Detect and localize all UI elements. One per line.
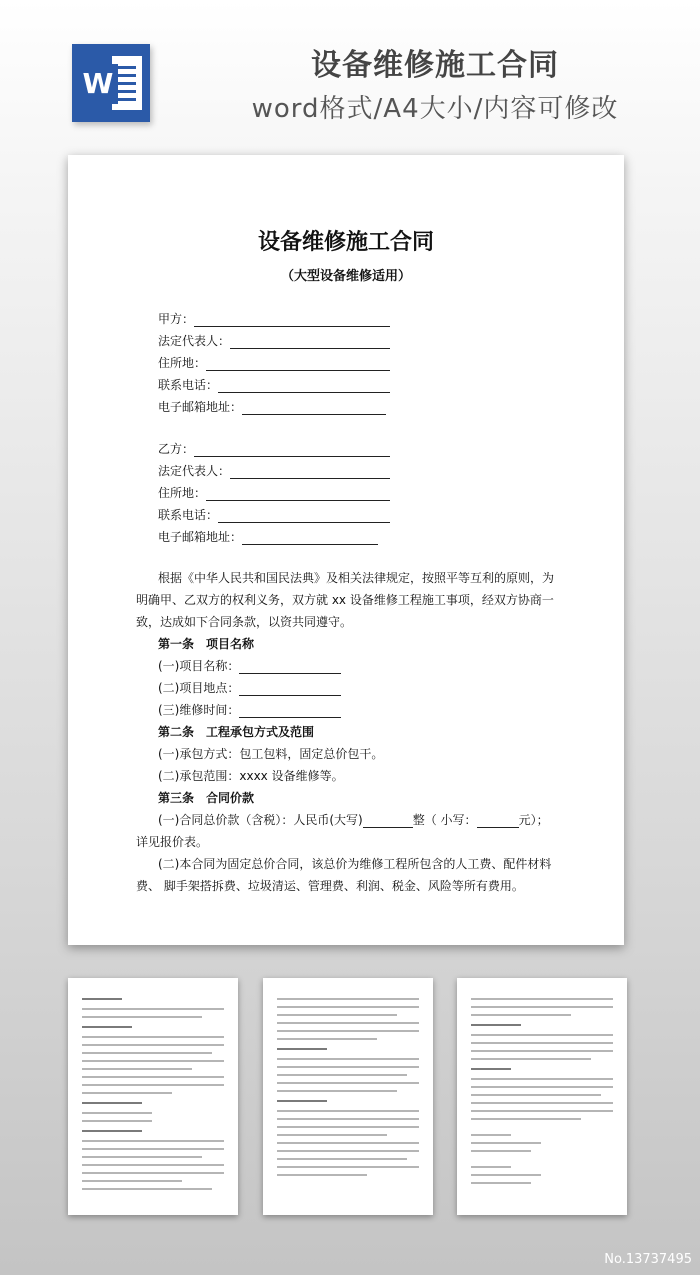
party-b-phone-row (158, 504, 390, 526)
header-title: 设备维修施工合同 (311, 48, 559, 83)
party-a-representative-row (158, 330, 390, 352)
document-page (68, 155, 624, 945)
party-b-name-row (158, 438, 390, 460)
page-thumbnail (68, 978, 238, 1215)
party-b-email-row (158, 526, 390, 548)
price-text: 元）； (518, 813, 549, 827)
party-a-name-row (158, 308, 390, 330)
article-1-item (136, 655, 556, 677)
article-3-heading: 第三条 合同价款 (158, 791, 255, 805)
party-a-phone-row (158, 374, 390, 396)
blank-line (239, 681, 341, 696)
article-3-clause-2: (二)本合同为固定总价合同，该总价为维修工程所包含的人工费、配件材料费、 脚手架搭拆费、垃圾清运、管理费、利润、税金、风险等所有费用。 (136, 857, 552, 893)
blank-line (218, 378, 390, 393)
field-label: 电子邮箱地址： (158, 530, 243, 544)
document-subtitle: （大型设备维修适用） (280, 269, 411, 284)
article-2-heading: 第二条 工程承包方式及范围 (158, 725, 315, 739)
blank-line (242, 530, 378, 545)
article-1-heading: 第一条 项目名称 (158, 637, 255, 651)
field-label: 电子邮箱地址： (158, 400, 243, 414)
blank-line (218, 508, 390, 523)
item-text: (二)项目地点： (158, 681, 240, 695)
blank-line (206, 356, 390, 371)
party-a-address-row (158, 352, 390, 374)
price-text: 整（ 小写： (412, 813, 477, 827)
field-label: 联系电话： (158, 508, 219, 522)
blank-line (194, 312, 390, 327)
document-title: 设备维修施工合同 (257, 230, 434, 255)
blank-line (239, 659, 341, 674)
article-3-price-note: 详见报价表。 (136, 835, 209, 849)
blank-line (206, 486, 390, 501)
blank-line (242, 400, 386, 415)
field-label: 住所地： (158, 486, 207, 500)
contract-body (136, 567, 556, 897)
word-document-icon (72, 44, 150, 122)
party-b-address-row (158, 482, 390, 504)
page-thumbnail (457, 978, 627, 1215)
field-label: 甲方： (158, 312, 195, 326)
article-1-item (136, 699, 556, 721)
field-label: 乙方： (158, 442, 195, 456)
blank-line (239, 703, 341, 718)
blank-line (363, 813, 413, 828)
party-b-representative-row (158, 460, 390, 482)
blank-line (230, 334, 390, 349)
price-text: (一)合同总价款（含税）：人民币(大写) (158, 813, 363, 827)
image-id-label: No.13737495 (604, 1252, 692, 1267)
article-2-item: (二)承包范围：xxxx 设备维修等。 (158, 769, 344, 783)
intro-paragraph: 根据《中华人民共和国民法典》及相关法律规定，按照平等互利的原则，为明确甲、乙双方的权利义务，双方就 xx 设备维修工程施工事项，经双方协商一致，达成如下合同条款，以资共同遵守。 (136, 571, 555, 629)
blank-line (230, 464, 390, 479)
field-label: 法定代表人： (158, 464, 231, 478)
party-b-block (158, 438, 390, 548)
header-subtitle: word格式/A4大小/内容可修改 (251, 94, 619, 124)
word-icon-letter: W (78, 64, 118, 104)
article-3-price-line (136, 809, 556, 831)
field-label: 住所地： (158, 356, 207, 370)
party-a-block (158, 308, 390, 418)
article-2-item: (一)承包方式：包工包料，固定总价包干。 (158, 747, 384, 761)
article-1-item (136, 677, 556, 699)
party-a-email-row (158, 396, 390, 418)
field-label: 联系电话： (158, 378, 219, 392)
blank-line (194, 442, 390, 457)
item-text: (一)项目名称： (158, 659, 240, 673)
field-label: 法定代表人： (158, 334, 231, 348)
blank-line (477, 813, 519, 828)
page-thumbnail (263, 978, 433, 1215)
item-text: (三)维修时间： (158, 703, 240, 717)
